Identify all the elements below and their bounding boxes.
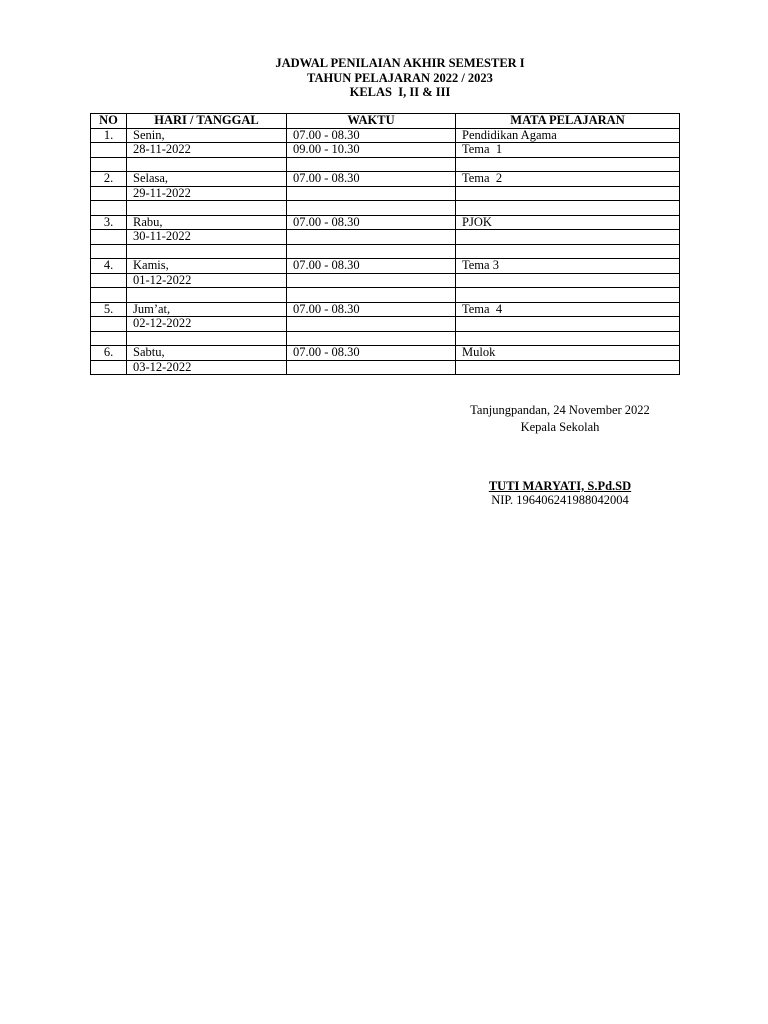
cell-no — [91, 360, 127, 375]
cell-no: 5. — [91, 302, 127, 317]
cell-mata-pelajaran — [456, 186, 680, 201]
cell-waktu — [287, 186, 456, 201]
schedule-table — [90, 113, 680, 375]
cell-no — [91, 143, 127, 158]
cell-no — [91, 230, 127, 245]
column-header-waktu: WAKTU — [287, 114, 456, 129]
cell-waktu: 07.00 - 08.30 — [287, 215, 456, 230]
cell-no: 3. — [91, 215, 127, 230]
cell-hari-tanggal: 01-12-2022 — [127, 273, 287, 288]
cell-waktu: 07.00 - 08.30 — [287, 259, 456, 274]
cell-hari-tanggal: 29-11-2022 — [127, 186, 287, 201]
document-title — [0, 56, 768, 100]
empty-cell — [456, 288, 680, 303]
schedule-body — [91, 128, 680, 375]
cell-mata-pelajaran: Tema 2 — [456, 172, 680, 187]
table-row — [91, 128, 680, 143]
cell-waktu — [287, 360, 456, 375]
cell-no — [91, 186, 127, 201]
empty-cell — [456, 157, 680, 172]
table-row — [91, 186, 680, 201]
cell-mata-pelajaran: Mulok — [456, 346, 680, 361]
cell-mata-pelajaran: Tema 3 — [456, 259, 680, 274]
table-row — [91, 346, 680, 361]
signature-block — [430, 402, 690, 507]
empty-cell — [287, 288, 456, 303]
place-date: Tanjungpandan, 24 November 2022 — [470, 403, 650, 417]
empty-cell — [127, 157, 287, 172]
cell-mata-pelajaran: Pendidikan Agama — [456, 128, 680, 143]
empty-cell — [91, 288, 127, 303]
table-spacer-row — [91, 244, 680, 259]
table-spacer-row — [91, 331, 680, 346]
empty-cell — [456, 244, 680, 259]
table-row — [91, 172, 680, 187]
table-row — [91, 273, 680, 288]
empty-cell — [287, 201, 456, 216]
cell-hari-tanggal: Sabtu, — [127, 346, 287, 361]
table-row — [91, 259, 680, 274]
cell-hari-tanggal: Senin, — [127, 128, 287, 143]
empty-cell — [91, 201, 127, 216]
cell-waktu: 07.00 - 08.30 — [287, 346, 456, 361]
table-spacer-row — [91, 157, 680, 172]
empty-cell — [287, 244, 456, 259]
table-spacer-row — [91, 201, 680, 216]
cell-hari-tanggal: Kamis, — [127, 259, 287, 274]
cell-hari-tanggal: Selasa, — [127, 172, 287, 187]
column-header-hari-tanggal: HARI / TANGGAL — [127, 114, 287, 129]
column-header-mata-pelajaran: MATA PELAJARAN — [456, 114, 680, 129]
cell-waktu: 07.00 - 08.30 — [287, 172, 456, 187]
table-spacer-row — [91, 288, 680, 303]
signer-nip: NIP. 196406241988042004 — [491, 493, 629, 507]
cell-no: 4. — [91, 259, 127, 274]
cell-mata-pelajaran — [456, 317, 680, 332]
empty-cell — [287, 331, 456, 346]
cell-hari-tanggal: Jum’at, — [127, 302, 287, 317]
cell-hari-tanggal: 02-12-2022 — [127, 317, 287, 332]
table-row — [91, 360, 680, 375]
empty-cell — [456, 201, 680, 216]
table-row — [91, 302, 680, 317]
empty-cell — [127, 331, 287, 346]
cell-waktu: 09.00 - 10.30 — [287, 143, 456, 158]
empty-cell — [456, 331, 680, 346]
cell-no: 2. — [91, 172, 127, 187]
cell-no — [91, 273, 127, 288]
empty-cell — [127, 201, 287, 216]
cell-waktu — [287, 230, 456, 245]
cell-waktu — [287, 317, 456, 332]
signer-name: TUTI MARYATI, S.Pd.SD — [488, 479, 632, 493]
cell-mata-pelajaran: Tema 4 — [456, 302, 680, 317]
table-header-row — [91, 114, 680, 129]
table-row — [91, 230, 680, 245]
cell-waktu: 07.00 - 08.30 — [287, 302, 456, 317]
empty-cell — [91, 244, 127, 259]
cell-hari-tanggal: Rabu, — [127, 215, 287, 230]
cell-mata-pelajaran — [456, 273, 680, 288]
signer-role: Kepala Sekolah — [520, 420, 600, 434]
empty-cell — [287, 157, 456, 172]
cell-no: 6. — [91, 346, 127, 361]
cell-mata-pelajaran — [456, 230, 680, 245]
cell-mata-pelajaran — [456, 360, 680, 375]
cell-waktu: 07.00 - 08.30 — [287, 128, 456, 143]
empty-cell — [91, 331, 127, 346]
title-line-2: TAHUN PELAJARAN 2022 / 2023 — [307, 70, 493, 85]
title-line-1: JADWAL PENILAIAN AKHIR SEMESTER I — [275, 56, 525, 70]
cell-no: 1. — [91, 128, 127, 143]
column-header-no: NO — [91, 114, 127, 129]
cell-hari-tanggal: 28-11-2022 — [127, 143, 287, 158]
empty-cell — [127, 244, 287, 259]
cell-waktu — [287, 273, 456, 288]
cell-no — [91, 317, 127, 332]
cell-mata-pelajaran: Tema 1 — [456, 143, 680, 158]
cell-mata-pelajaran: PJOK — [456, 215, 680, 230]
empty-cell — [127, 288, 287, 303]
cell-hari-tanggal: 03-12-2022 — [127, 360, 287, 375]
table-row — [91, 215, 680, 230]
table-row — [91, 317, 680, 332]
table-row — [91, 143, 680, 158]
empty-cell — [91, 157, 127, 172]
title-line-3: KELAS I, II & III — [349, 85, 451, 99]
cell-hari-tanggal: 30-11-2022 — [127, 230, 287, 245]
